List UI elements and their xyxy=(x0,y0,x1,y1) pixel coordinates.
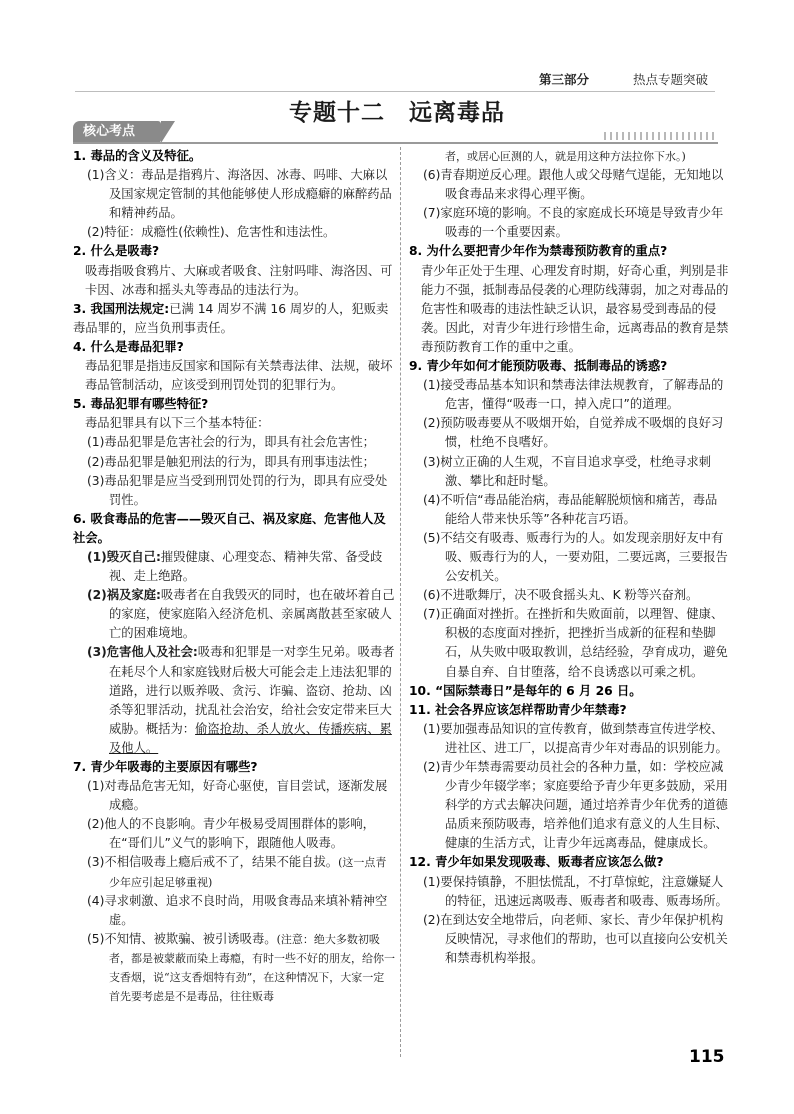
answer-9-2: (2)预防吸毒要从不吸烟开始，自觉养成不吸烟的良好习惯，杜绝不良嗜好。 xyxy=(423,416,724,450)
answer-9-3: (3)树立正确的人生观，不盲目追求享受，杜绝寻求刺激、攀比和赶时髦。 xyxy=(423,454,711,488)
answer-7-7: (7)家庭环境的影响。不良的家庭成长环境是导致青少年吸毒的一个重要因素。 xyxy=(423,206,724,240)
answer-7-2: (2)他人的不良影响。青少年极易受周围群体的影响，在“哥们儿”义气的影响下，跟随他人吸毒。 xyxy=(87,817,375,851)
answer-7-5-text: (5)不知情、被欺骗、被引诱吸毒。 xyxy=(87,931,277,946)
answer-9-4: (4)不听信“毒品能治病，毒品能解脱烦恼和痛苦，毒品能给人带来快乐等”各种花言巧语。 xyxy=(423,492,718,526)
answer-7-3-text: (3)不相信吸毒上瘾后戒不了，结果不能自拔。 xyxy=(87,855,339,870)
answer-6-3 xyxy=(73,643,395,758)
answer-11-1: (1)要加强毒品知识的宣传教育，做到禁毒宣传进学校、进社区、进工厂，以提高青少年对毒品的识别能力。 xyxy=(423,721,728,755)
question-3 xyxy=(73,300,395,338)
answer-6-3-summary: 偷盗抢劫、杀人放火、传播疾病、累及他人。 xyxy=(109,721,392,755)
question-12: 12. 青少年如果发现吸毒、贩毒者应该怎么做? xyxy=(409,855,664,870)
answer-12-2: (2)在到达安全地带后，向老师、家长、青少年保护机构反映情况，寻求他们的帮助，也可以直接向公安机关和禁毒机构举报。 xyxy=(423,912,728,965)
left-column xyxy=(73,147,395,1006)
answer-5-intro: 毒品犯罪具有以下三个基本特征： xyxy=(85,416,270,431)
answer-6-2-label: (2)祸及家庭: xyxy=(87,588,161,603)
answer-5-2: (2)毒品犯罪是触犯刑法的行为，即具有刑事违法性； xyxy=(87,454,375,469)
answer-6-2 xyxy=(73,586,395,643)
column-divider xyxy=(400,147,401,1057)
answer-4: 毒品犯罪是指违反国家和国际有关禁毒法律、法规，破坏毒品管制活动，应该受到刑罚处罚的犯罪行为。 xyxy=(85,359,393,393)
question-1: 1. 毒品的含义及特征。 xyxy=(73,149,202,163)
answer-1-1: (1)含义：毒品是指鸦片、海洛因、冰毒、吗啡、大麻以及国家规定管制的其他能够使人形成瘾癖的麻醉药品和精神药品。 xyxy=(87,168,392,221)
answer-6-1 xyxy=(73,548,395,586)
answer-7-6: (6)青春期逆反心理。跟他人或父母赌气逞能，无知地以吸食毒品来求得心理平衡。 xyxy=(423,168,724,202)
question-10: 10. “国际禁毒日”是每年的 6 月 26 日。 xyxy=(409,683,642,698)
question-2: 2. 什么是吸毒? xyxy=(73,244,160,259)
answer-11-2: (2)青少年禁毒需要动员社会的各种力量，如：学校应减少青少年辍学率；家庭要给予青少年更多鼓励，采用科学的方式去解决问题，通过培养青少年优秀的道德品质来预防吸毒，培养他们追求有意义的人生目标、健康的生活方式，让青少年远离毒品，健康成长。 xyxy=(423,760,728,851)
answer-7-5-note-continued: 者，或居心叵测的人，就是用这种方法拉你下水。) xyxy=(445,150,686,163)
answer-9-5: (5)不结交有吸毒、贩毒行为的人。如发现亲朋好友中有吸、贩毒行为的人，一要劝阻，二要远离，三要报告公安机关。 xyxy=(423,530,728,584)
answer-7-4: (4)寻求刺激、追求不良时尚，用吸食毒品来填补精神空虚。 xyxy=(87,893,388,927)
title-rule xyxy=(75,91,715,92)
answer-6-3-text: 吸毒和犯罪是一对孪生兄弟。吸毒者在耗尽个人和家庭钱财后极大可能会走上违法犯罪的道路，进行以贩养吸、贪污、诈骗、盗窃、抢劫、凶杀等犯罪活动，扰乱社会治安，给社会安定带来巨大威胁。概括为： xyxy=(109,645,395,736)
question-8: 8. 为什么要把青少年作为禁毒预防教育的重点? xyxy=(409,244,668,259)
answer-7-3-note: (这一点青少年应引起足够重视) xyxy=(109,856,387,889)
question-9: 9. 青少年如何才能预防吸毒、抵制毒品的诱惑? xyxy=(409,359,668,374)
answer-9-6: (6)不进歌舞厅，决不吸食摇头丸、K 粉等兴奋剂。 xyxy=(423,588,699,603)
section-label: 第三部分 xyxy=(538,72,589,87)
answer-6-2-text: 吸毒者在自我毁灭的同时，也在破坏着自己的家庭，使家庭陷入经济危机、亲属离散甚至家破人亡的困难境地。 xyxy=(109,588,395,641)
page-title: 专题十二 远离毒品 xyxy=(289,99,505,126)
answer-7-1: (1)对毒品危害无知，好奇心驱使，盲目尝试，逐渐发展成瘾。 xyxy=(87,779,388,813)
question-11: 11. 社会各界应该怎样帮助青少年禁毒? xyxy=(409,702,627,717)
answer-9-7: (7)正确面对挫折。在挫折和失败面前，以理智、健康、积极的态度面对挫折，把挫折当成新的征程和垫脚石，从失败中吸取教训，总结经验，孕育成功，避免自暴自弃、自甘堕落，给不良诱惑以可乘之机。 xyxy=(423,607,728,679)
answer-1-2: (2)特征：成瘾性(依赖性)、危害性和违法性。 xyxy=(87,225,336,240)
right-column xyxy=(409,147,729,968)
badge-rule xyxy=(73,142,718,144)
answer-9-1: (1)接受毒品基本知识和禁毒法律法规教育，了解毒品的危害，懂得“吸毒一口，掉入虎口”的道理。 xyxy=(423,378,724,412)
question-3-text: 已满 14 周岁不满 16 周岁的人，犯贩卖毒品罪的，应当负刑事责任。 xyxy=(73,301,389,335)
header-section xyxy=(539,70,708,88)
section-badge: 核心考点 xyxy=(73,121,161,143)
answer-6-1-label: (1)毁灭自己: xyxy=(87,549,161,564)
question-6: 6. 吸食毒品的危害——毁灭自己、祸及家庭、危害他人及社会。 xyxy=(73,511,386,545)
question-3-label: 3. 我国刑法规定: xyxy=(73,301,170,316)
answer-8: 青少年正处于生理、心理发育时期，好奇心重，判别是非能力不强，抵制毒品侵袭的心理防线薄弱，加之对毒品的危害性和吸毒的违法性缺乏认识，最容易受到毒品的侵袭。因此，对青少年进行珍惜生命，远离毒品的教育是禁毒预防教育工作的重中之重。 xyxy=(421,263,729,354)
answer-6-3-label: (3)危害他人及社会: xyxy=(87,645,198,660)
page-number: 115 xyxy=(689,1047,725,1067)
decorative-chevrons xyxy=(600,132,718,140)
question-4: 4. 什么是毒品犯罪? xyxy=(73,339,184,354)
answer-7-5 xyxy=(73,930,395,1006)
answer-7-3 xyxy=(73,853,395,891)
answer-6-1-text: 摧毁健康、心理变态、精神失常、备受歧视、走上绝路。 xyxy=(109,549,383,584)
question-5: 5. 毒品犯罪有哪些特征? xyxy=(73,397,209,412)
answer-5-1: (1)毒品犯罪是危害社会的行为，即具有社会危害性； xyxy=(87,435,375,450)
answer-7-5-note: (注意：绝大多数初吸者，都是被蒙蔽而染上毒瘾，有时一些不好的朋友，给你一支香烟，说“这支香烟特有劲”，在这种情况下，大家一定首先要考虑是不是毒品，往往贩毒 xyxy=(109,932,395,1004)
section-sub-label: 热点专题突破 xyxy=(632,72,708,87)
answer-5-3: (3)毒品犯罪是应当受到刑罚处罚的行为，即具有应受处罚性。 xyxy=(87,473,388,507)
answer-2: 吸毒指吸食鸦片、大麻或者吸食、注射吗啡、海洛因、可卡因、冰毒和摇头丸等毒品的违法行为。 xyxy=(85,263,393,297)
question-7: 7. 青少年吸毒的主要原因有哪些? xyxy=(73,760,258,774)
answer-12-1: (1)要保持镇静，不胆怯慌乱，不打草惊蛇，注意嫌疑人的特征，迅速远离吸毒、贩毒者和吸毒、贩毒场所。 xyxy=(423,874,728,908)
